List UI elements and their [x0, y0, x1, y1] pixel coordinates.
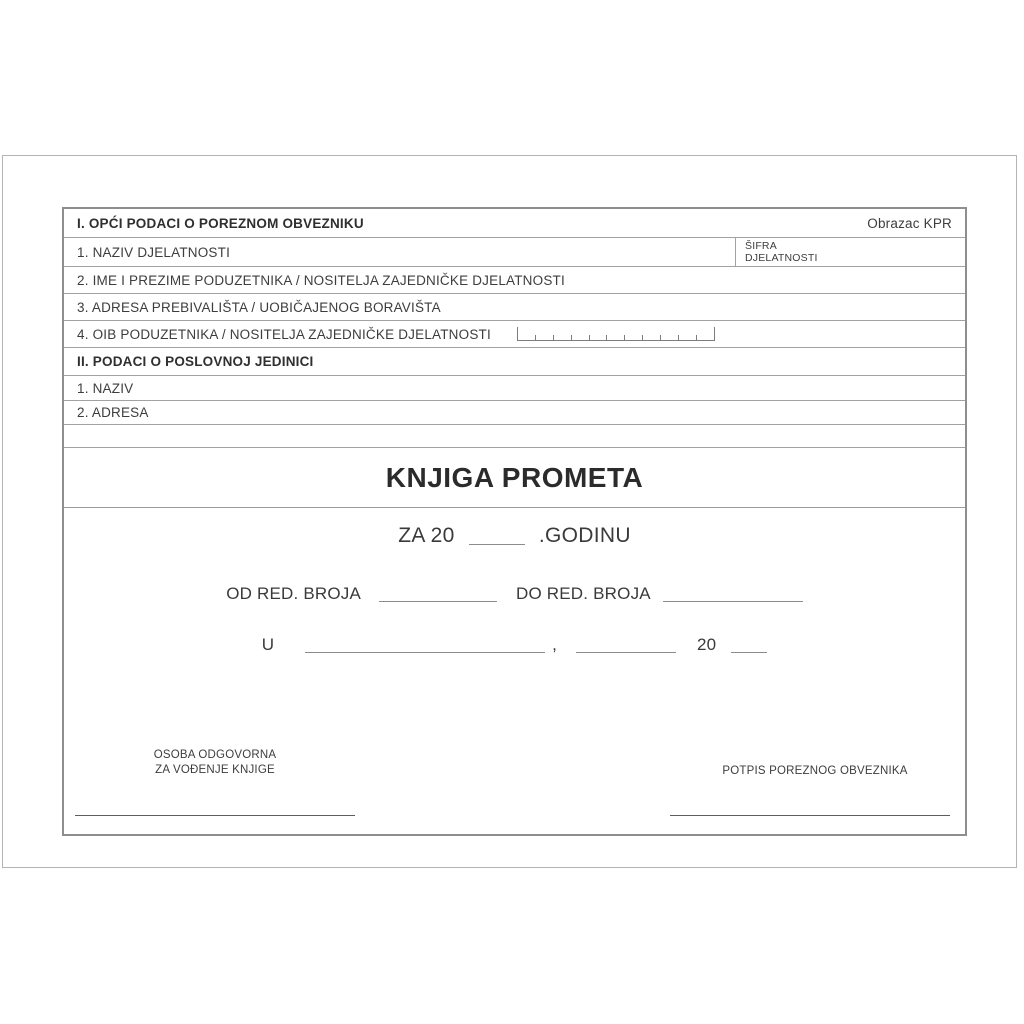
section-i-title: I. OPĆI PODACI O POREZNOM OBVEZNIKU [77, 215, 364, 231]
comma-label: , [552, 635, 558, 654]
naziv-djelatnosti-row [64, 238, 965, 267]
page-title: KNJIGA PROMETA [385, 461, 644, 493]
section-ii-header-row [64, 348, 965, 376]
responsible-person-line2: ZA VOĐENJE KNJIGE [155, 763, 275, 776]
signature-line-left[interactable] [75, 815, 355, 816]
year-blank[interactable] [469, 538, 525, 545]
title-row [64, 448, 965, 508]
form-page [2, 155, 1017, 868]
oib-comb-field[interactable] [517, 327, 715, 341]
jedinica-adresa-label: 2. ADRESA [77, 405, 149, 420]
section-ii-title: II. PODACI O POSLOVNOJ JEDINICI [77, 354, 314, 369]
sifra-label-line2: DJELATNOSTI [745, 251, 818, 264]
range-line [64, 584, 965, 604]
year-prefix-label: 20 [696, 635, 717, 654]
u-prefix-label: U [261, 635, 275, 654]
za-prefix-label: ZA 20 [398, 524, 455, 547]
jedinica-naziv-row [64, 376, 965, 401]
to-number-blank[interactable] [663, 595, 803, 602]
adresa-prebivalista-label: 3. ADRESA PREBIVALIŠTA / UOBIČAJENOG BORAVIŠTA [77, 299, 441, 315]
year-short-blank[interactable] [731, 646, 767, 653]
spacer-row [64, 425, 965, 448]
oib-label: 4. OIB PODUZETNIKA / NOSITELJA ZAJEDNIČKE DJELATNOSTI [77, 326, 491, 342]
sifra-djelatnosti-cell[interactable] [735, 238, 965, 266]
signature-line-right[interactable] [670, 815, 950, 816]
responsible-person-label [105, 748, 325, 777]
place-date-line [64, 635, 965, 655]
from-number-blank[interactable] [379, 595, 497, 602]
sifra-label-line1: ŠIFRA [745, 240, 777, 252]
date-blank[interactable] [576, 646, 676, 653]
form-table [62, 207, 967, 836]
jedinica-adresa-row [64, 401, 965, 425]
year-line [64, 524, 965, 548]
do-red-broja-label: DO RED. BROJA [515, 584, 650, 603]
od-red-broja-label: OD RED. BROJA [226, 584, 361, 603]
place-blank[interactable] [305, 646, 545, 653]
ime-prezime-row [64, 267, 965, 294]
title-body-section [64, 524, 965, 834]
responsible-person-line1: OSOBA ODGOVORNA [153, 749, 277, 761]
taxpayer-signature-text: POTPIS POREZNOG OBVEZNIKA [722, 765, 908, 777]
ime-prezime-label: 2. IME I PREZIME PODUZETNIKA / NOSITELJA ZAJEDNIČKE DJELATNOSTI [77, 272, 565, 288]
taxpayer-signature-label [705, 764, 925, 779]
obrazac-kpr-label: Obrazac KPR [867, 215, 952, 231]
jedinica-naziv-label: 1. NAZIV [77, 380, 134, 396]
section-i-header-row [64, 209, 965, 238]
oib-row [64, 321, 965, 348]
adresa-prebivalista-row [64, 294, 965, 321]
naziv-djelatnosti-label: 1. NAZIV DJELATNOSTI [77, 244, 231, 260]
godinu-suffix-label: .GODINU [538, 524, 631, 547]
